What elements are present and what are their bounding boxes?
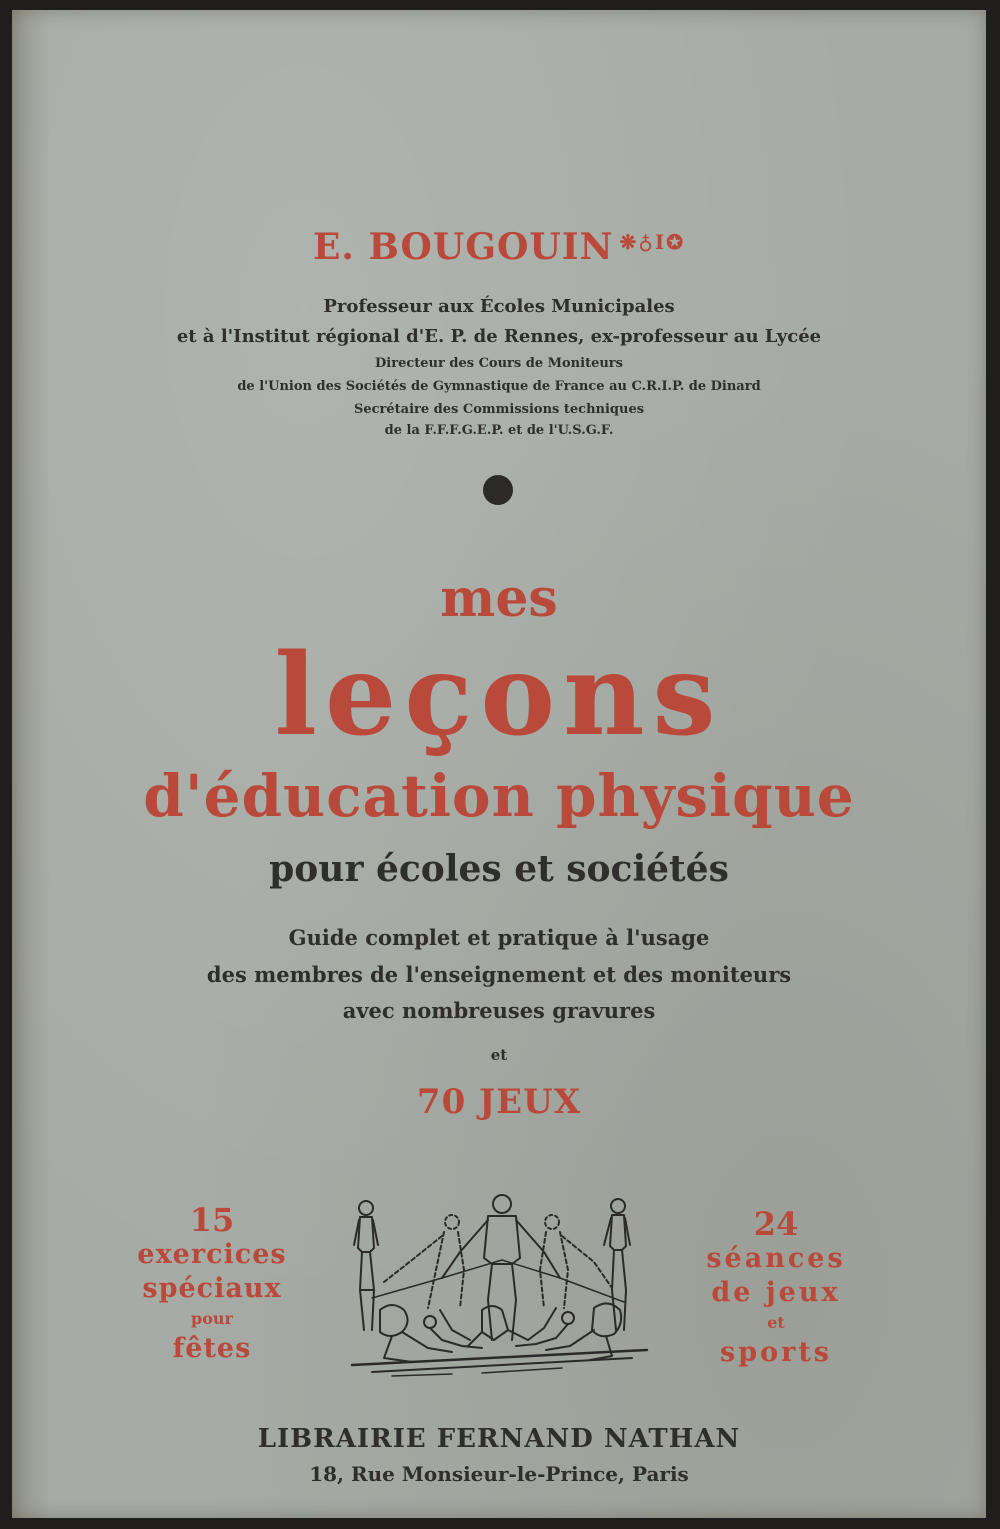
- left-line: exercices: [137, 1239, 287, 1270]
- guide-and: et: [490, 1046, 508, 1064]
- right-feature-block: [676, 1206, 876, 1370]
- author-heading: [12, 226, 986, 268]
- guide-line: Guide complet et pratique à l'usage: [288, 925, 710, 950]
- right-line: sports: [720, 1337, 832, 1368]
- subtitle: pour écoles et sociétés: [269, 848, 729, 890]
- credential-line: Professeur aux Écoles Municipales: [323, 296, 675, 317]
- guide-line: des membres de l'enseignement et des moniteurs: [206, 962, 792, 987]
- credential-line: de la F.F.F.G.E.P. et de l'U.S.G.F.: [384, 423, 614, 438]
- separator-dot: [483, 475, 513, 505]
- book-cover: [12, 10, 986, 1518]
- left-line: pour: [191, 1309, 233, 1328]
- credential-line: et à l'Institut régional d'E. P. de Rennes, ex-professeur au Lycée: [176, 326, 822, 347]
- gymnasts-tug-of-war-icon: [332, 1190, 662, 1380]
- right-line: séances: [706, 1243, 846, 1274]
- title-mes: mes: [440, 568, 558, 629]
- left-feature-block: [112, 1202, 312, 1366]
- author-decorations: ❋♁I✪: [619, 230, 686, 254]
- guide-line: avec nombreuses gravures: [342, 998, 656, 1023]
- left-number: 15: [189, 1201, 235, 1239]
- games-count: 70 JEUX: [416, 1082, 582, 1122]
- publisher-name: LIBRAIRIE FERNAND NATHAN: [257, 1424, 741, 1454]
- author-name: E. BOUGOUIN: [312, 226, 614, 268]
- right-line: de jeux: [711, 1277, 841, 1308]
- right-number: 24: [753, 1205, 799, 1243]
- publisher-address: 18, Rue Monsieur-le-Prince, Paris: [309, 1462, 689, 1486]
- credential-line: Directeur des Cours de Moniteurs: [375, 356, 623, 371]
- title-education: d'éducation physique: [143, 762, 855, 830]
- left-line: spéciaux: [142, 1273, 282, 1304]
- right-line: et: [767, 1313, 785, 1332]
- left-line: fêtes: [172, 1333, 252, 1364]
- title-lecons: leçons: [274, 630, 724, 761]
- credential-line: de l'Union des Sociétés de Gymnastique de France au C.R.I.P. de Dinard: [237, 379, 761, 394]
- credential-line: Secrétaire des Commissions techniques: [353, 402, 645, 417]
